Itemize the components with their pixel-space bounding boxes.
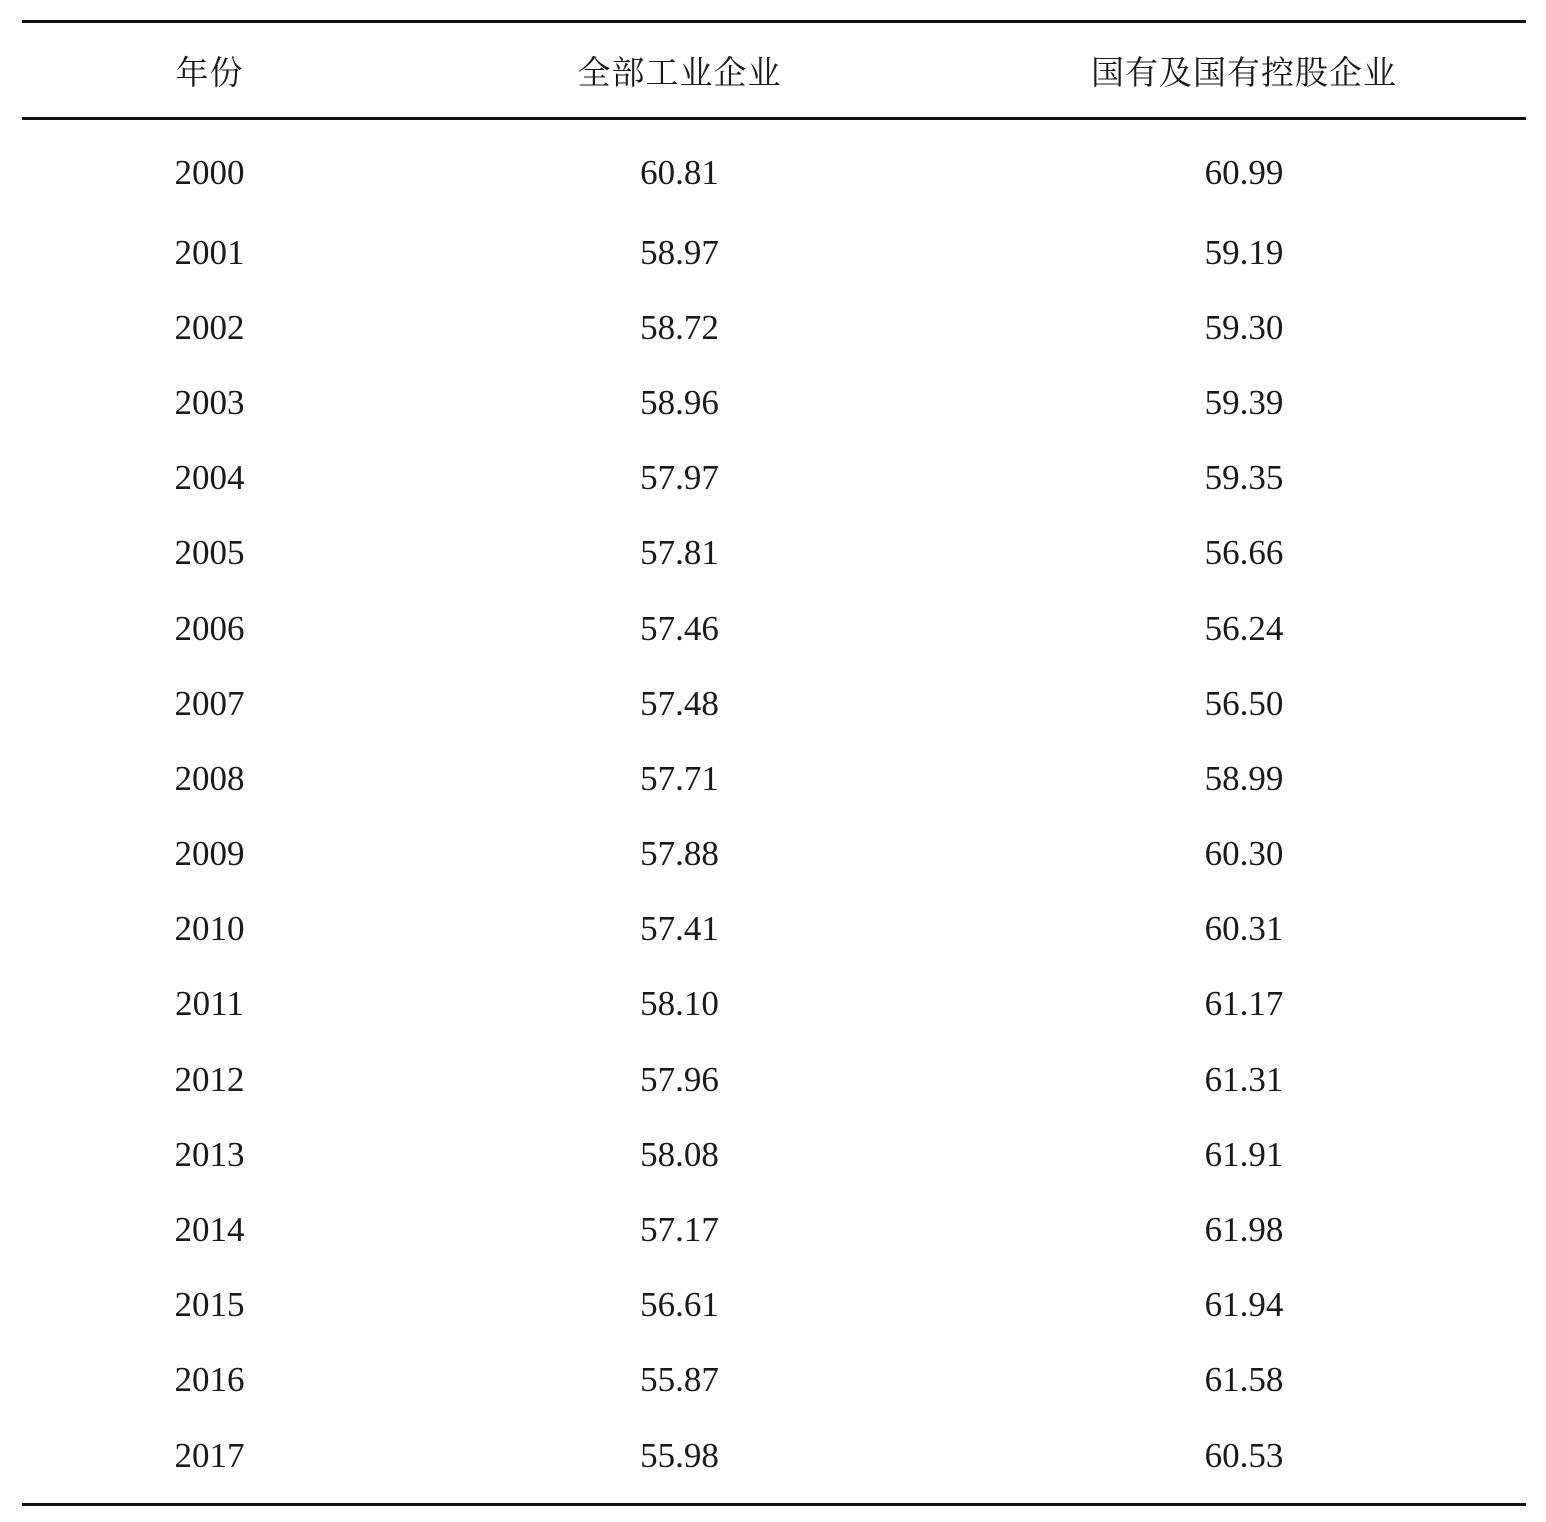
cell-year: 2007: [174, 683, 245, 723]
cell-year: 2011: [175, 984, 244, 1024]
header-state-owned: 国有及国有控股企业: [1091, 52, 1397, 92]
table-row: [22, 365, 1526, 440]
table-bottom-rule: [22, 1503, 1526, 1506]
cell-state-owned: 60.30: [1204, 834, 1284, 874]
cell-all-industrial: 57.96: [640, 1059, 719, 1099]
cell-all-industrial: 57.41: [640, 909, 719, 949]
table-row: [22, 817, 1526, 892]
cell-state-owned: 61.94: [1204, 1285, 1284, 1325]
table-row: [22, 516, 1526, 591]
cell-year: 2000: [174, 152, 245, 192]
header-year: 年份: [175, 52, 244, 92]
cell-state-owned: 59.19: [1204, 232, 1284, 272]
cell-state-owned: 61.17: [1204, 984, 1284, 1024]
table-row: [22, 1042, 1526, 1117]
table-row: [22, 666, 1526, 741]
cell-all-industrial: 57.48: [640, 683, 719, 723]
cell-all-industrial: 58.96: [640, 382, 719, 422]
cell-state-owned: 56.50: [1204, 683, 1284, 723]
table-row: [22, 1418, 1526, 1493]
cell-all-industrial: 57.81: [640, 533, 719, 573]
cell-all-industrial: 56.61: [640, 1285, 719, 1325]
cell-state-owned: 60.99: [1204, 152, 1284, 192]
table-row: [22, 591, 1526, 666]
table-row: [22, 892, 1526, 967]
table-row: [22, 1192, 1526, 1267]
cell-year: 2005: [174, 533, 245, 573]
cell-year: 2013: [174, 1134, 245, 1174]
table-row: [22, 741, 1526, 816]
cell-state-owned: 59.39: [1204, 382, 1284, 422]
cell-all-industrial: 57.46: [640, 608, 719, 648]
cell-state-owned: 61.31: [1204, 1059, 1284, 1099]
cell-year: 2004: [174, 458, 245, 498]
cell-year: 2003: [174, 382, 245, 422]
cell-year: 2015: [174, 1285, 245, 1325]
cell-state-owned: 58.99: [1204, 758, 1284, 798]
cell-year: 2001: [174, 232, 245, 272]
cell-year: 2014: [174, 1210, 245, 1250]
cell-all-industrial: 57.97: [640, 458, 719, 498]
data-table: [22, 20, 1526, 1506]
cell-state-owned: 56.66: [1204, 533, 1284, 573]
cell-year: 2009: [174, 834, 245, 874]
table-row: [22, 215, 1526, 290]
table-row: [22, 1117, 1526, 1192]
cell-all-industrial: 57.71: [640, 758, 719, 798]
cell-state-owned: 56.24: [1204, 608, 1284, 648]
cell-year: 2006: [174, 608, 245, 648]
cell-year: 2010: [174, 909, 245, 949]
table-header-row: [22, 23, 1526, 117]
cell-state-owned: 61.91: [1204, 1134, 1284, 1174]
cell-all-industrial: 60.81: [640, 152, 719, 192]
cell-all-industrial: 57.17: [640, 1210, 719, 1250]
header-all-industrial: 全部工业企业: [577, 52, 782, 92]
cell-year: 2016: [174, 1360, 245, 1400]
table-row: [22, 290, 1526, 365]
cell-all-industrial: 58.97: [640, 232, 719, 272]
table-row: [22, 130, 1526, 215]
cell-state-owned: 60.31: [1204, 909, 1284, 949]
table-row: [22, 441, 1526, 516]
table-row: [22, 1343, 1526, 1418]
table-row: [22, 1268, 1526, 1343]
cell-state-owned: 61.98: [1204, 1210, 1284, 1250]
cell-state-owned: 59.35: [1204, 458, 1284, 498]
cell-year: 2017: [174, 1435, 245, 1475]
cell-state-owned: 61.58: [1204, 1360, 1284, 1400]
cell-state-owned: 59.30: [1204, 307, 1284, 347]
cell-year: 2008: [174, 758, 245, 798]
cell-all-industrial: 55.98: [640, 1435, 719, 1475]
cell-year: 2002: [174, 307, 245, 347]
cell-all-industrial: 58.10: [640, 984, 719, 1024]
cell-all-industrial: 58.72: [640, 307, 719, 347]
table-body: [22, 120, 1526, 1503]
cell-all-industrial: 57.88: [640, 834, 719, 874]
cell-all-industrial: 55.87: [640, 1360, 719, 1400]
cell-state-owned: 60.53: [1204, 1435, 1284, 1475]
cell-year: 2012: [174, 1059, 245, 1099]
cell-all-industrial: 58.08: [640, 1134, 719, 1174]
table-row: [22, 967, 1526, 1042]
